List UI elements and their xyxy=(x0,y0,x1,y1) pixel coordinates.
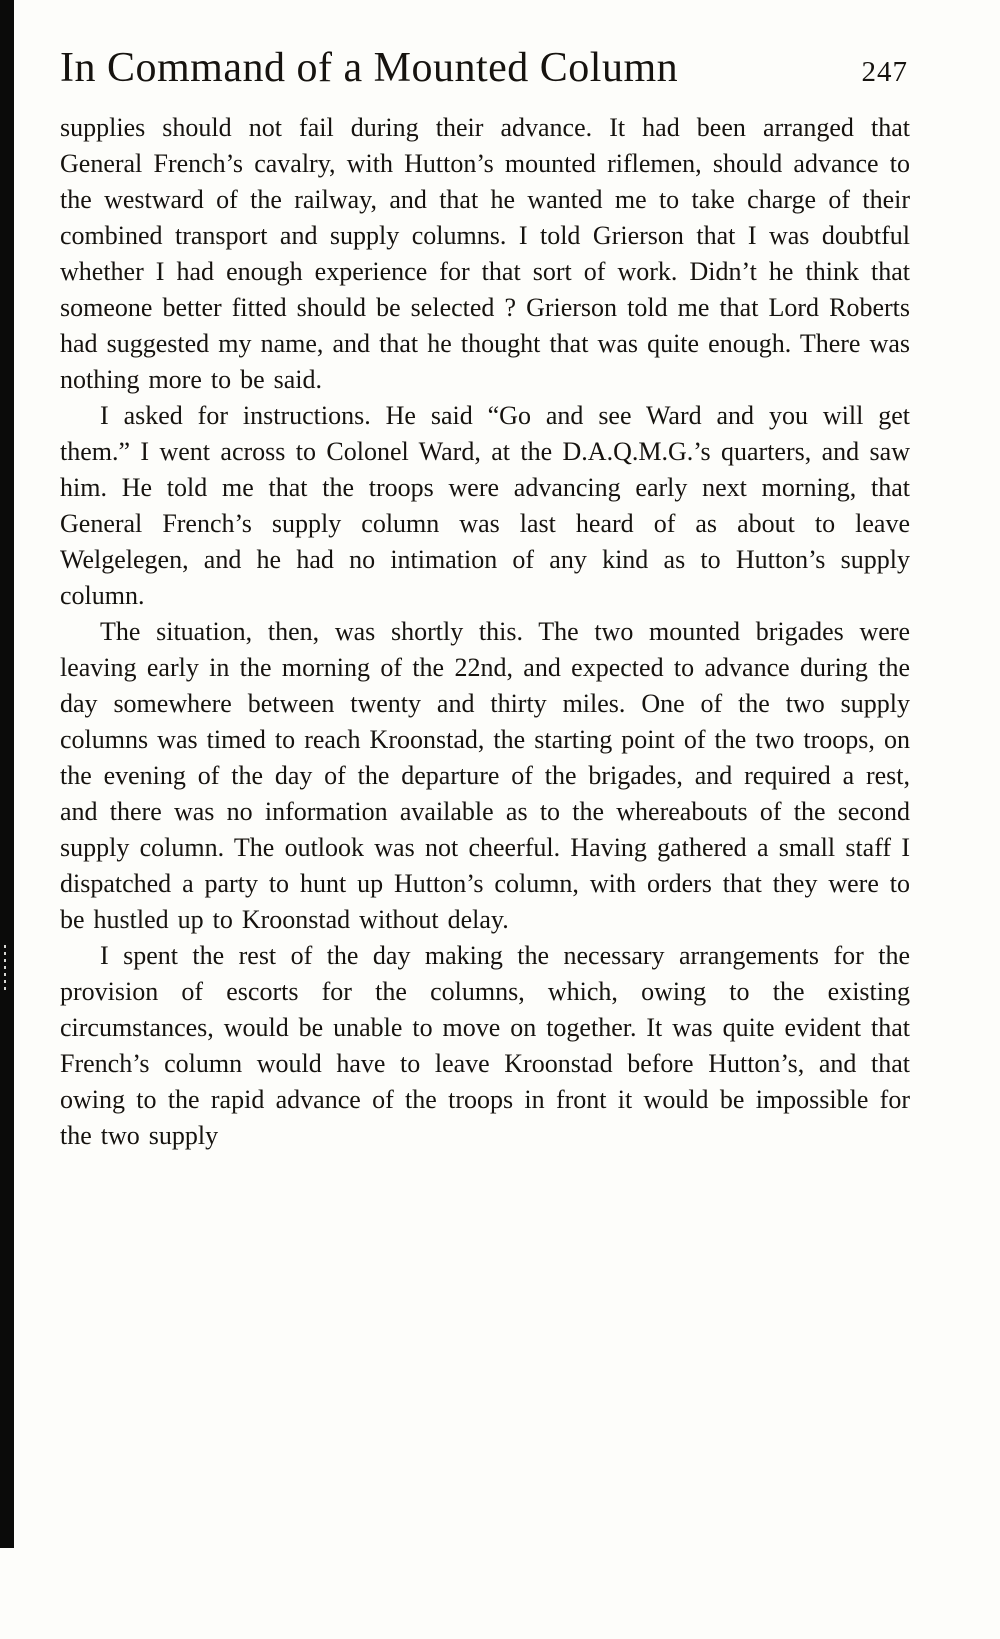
page-content xyxy=(60,44,910,1154)
paragraph: I spent the rest of the day making the necessary arrangements for the provision of escorts for the columns, which, owing to the existing circumstances, would be unable to move on together. It was quite evident that French’s column would have to leave Kroonstad before Hutton’s, and that owing to the rapid advance of the troops in front it would be impossible for the two supply xyxy=(60,941,910,1151)
body-text xyxy=(60,110,910,1154)
page-header xyxy=(60,44,908,92)
paragraph: The situation, then, was shortly this. The two mounted brigades were leaving early in the morning of the 22nd, and expected to advance during the day somewhere between twenty and thirty miles. One of the two supply columns was timed to reach Kroonstad, the starting point of the two troops, on the evening of the day of the departure of the brigades, and required a rest, and there was no information available as to the whereabouts of the second supply column. The outlook was not cheerful. Having gathered a small staff I dispatched a party to hunt up Hutton’s column, with orders that they were to be hustled up to Kroonstad without delay. xyxy=(60,617,910,935)
scan-edge-bar xyxy=(0,0,14,1548)
paragraph: I asked for instructions. He said “Go and see Ward and you will get them.” I went across to Colonel Ward, at the D.A.Q.M.G.’s quarters, and saw him. He told me that the troops were advancing early next morning, that General French’s supply column was last heard of as about to leave Welgelegen, and he had no intimation of any kind as to Hutton’s supply column. xyxy=(60,401,910,611)
paragraph: supplies should not fail during their advance. It had been arranged that General French’s cavalry, with Hutton’s mounted riflemen, should advance to the westward of the railway, and that he wanted me to take charge of their combined transport and supply columns. I told Grierson that I was doubtful whether I had enough experience for that sort of work. Didn’t he think that someone better fitted should be selected ? Grierson told me that Lord Roberts had suggested my name, and that he thought that was quite enough. There was nothing more to be said. xyxy=(60,113,910,395)
page-title: In Command of a Mounted Column xyxy=(60,45,679,91)
page-number: 247 xyxy=(861,56,908,88)
